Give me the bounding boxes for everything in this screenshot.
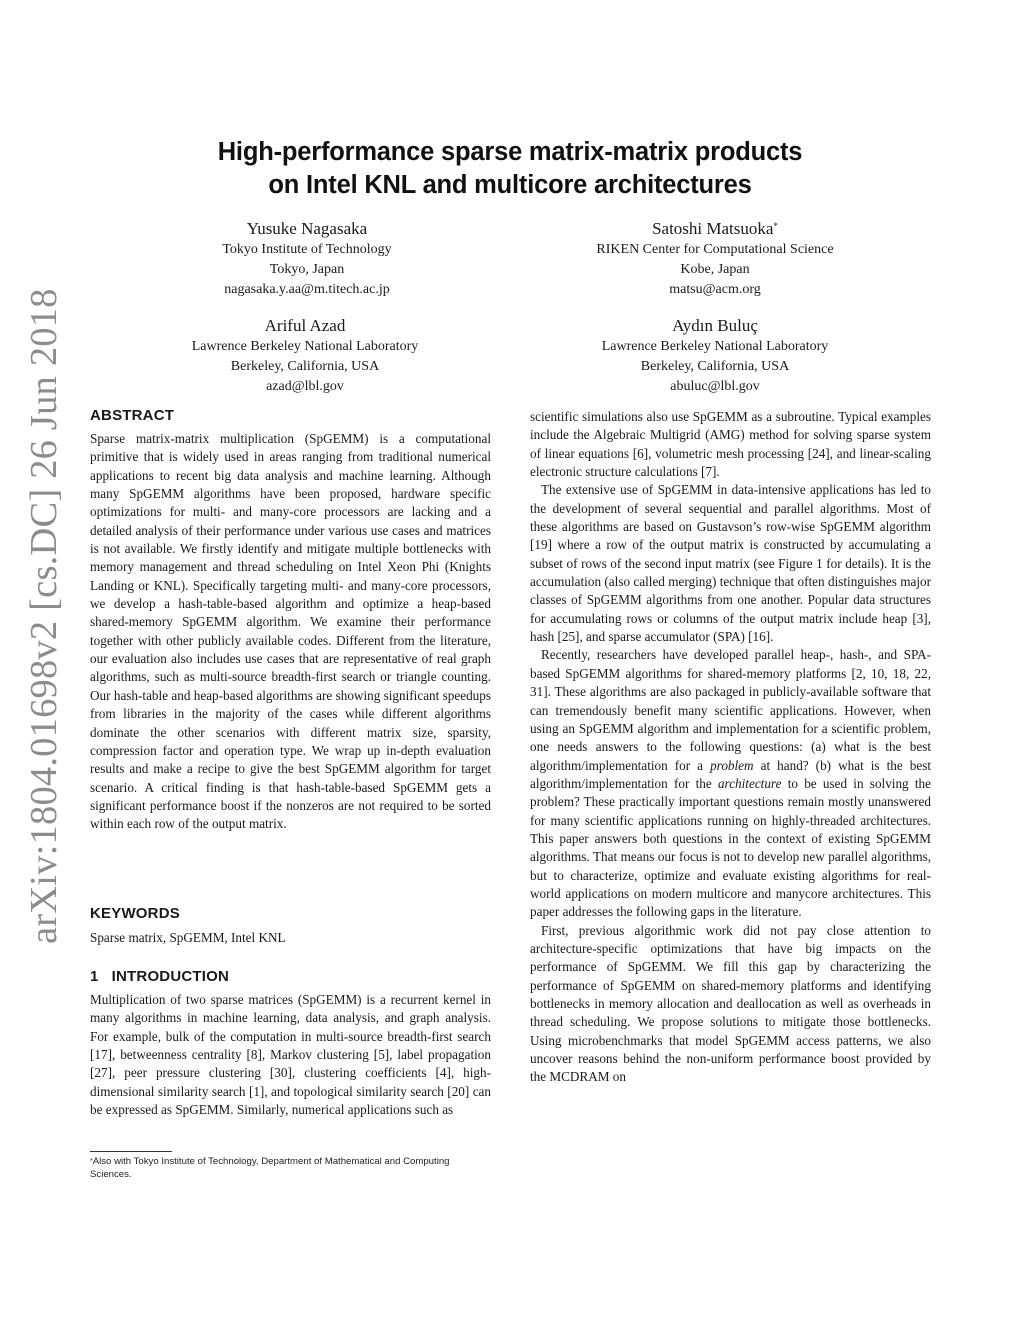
right-paragraph-3 [530,646,931,921]
footnote-text: Also with Tokyo Institute of Technology, Department of Mathematical and Computing Sciences. [90,1156,450,1180]
author-location: Tokyo, Japan [269,262,345,277]
right-paragraph-2: The extensive use of SpGEMM in data-intensive applications has led to the development of several sequential and parallel algorithms. Most of these algorithms are based on Gustavson’s row-wise SpGEMM algorithm [19] where a row of the output matrix is constructed by accumulating a subset of rows of the second input matrix (see Figure 1 for details). It is the accumulation (also called merging) technique that often distinguishes major classes of SpGEMM algorithms from one another. Popular data structures for accumulating rows or columns of the output matrix include heap [3], hash [25], and sparse accumulator (SPA) [16]. [530,482,931,645]
author-affiliation: RIKEN Center for Computational Science [596,242,834,257]
introduction-heading: 1 INTRODUCTION [90,968,230,985]
right-paragraph-3-part-b: at hand? (b) what is the best algorithm/implementation for the [530,757,932,791]
author-footnote-mark: * [773,221,778,231]
keywords-body [90,929,491,947]
footnote-mark: * [90,1158,93,1165]
paper-title-line-1: High-performance sparse matrix-matrix products [217,138,803,166]
abstract-body [90,430,491,834]
author-affiliation: Lawrence Berkeley National Laboratory [601,339,829,354]
right-paragraph-3-part-a: Recently, researchers have developed parallel heap-, hash-, and SPA-based SpGEMM algorithms for shared-memory platforms [2, 10, 18, 22, 31]. These algorithms are also packaged in publicly-available software that can tremendously benefit many scientific applications. However, when using an SpGEMM algorithm and implementation for a scientific problem, one needs answers to the following questions: (a) what is the best algorithm/implementation for a [530,647,931,773]
author-block-nagasaka [127,217,487,300]
right-paragraph-1: scientific simulations also use SpGEMM as a subroutine. Typical examples include the Algebraic Multigrid (AMG) method for solving sparse system of linear equations [6], volumetric mesh processing [24], and linear-scaling electronic structure calculations [7]. [530,409,931,480]
arxiv-identifier: arXiv:1804.01698v2 [cs.DC] 26 Jun 2018 [23,288,65,944]
emphasis-problem: problem [710,757,754,773]
right-paragraph-4: First, previous algorithmic work did not pay close attention to architecture-specific optimizations that have big impacts on the performance of SpGEMM. We fill this gap by characterizing the performance of SpGEMM on shared-memory platforms and identifying bottlenecks in memory allocation and deallocation as well as overheads in thread scheduling. We propose solutions to mitigate those bottlenecks. Using microbenchmarks that model SpGEMM access patterns, we also uncover reasons behind the non-uniform performance boost provided by the MCDRAM on [530,922,931,1085]
author-name: Ariful Azad [264,316,346,335]
author-location: Berkeley, California, USA [640,359,790,374]
abstract-heading: ABSTRACT [90,407,175,424]
author-email[interactable]: azad@lbl.gov [266,379,344,394]
keywords-text: Sparse matrix, SpGEMM, Intel KNL [90,930,286,945]
author-name-text: Satoshi Matsuoka [652,219,774,238]
author-name: Yusuke Nagasaka [246,219,368,238]
author-location: Kobe, Japan [680,262,750,277]
author-name: Aydın Buluç [672,316,758,335]
footnote [90,1155,490,1181]
right-paragraph-3-part-c: to be used in solving the problem? These practically important questions remain mostly unanswered for many scientific applications running on highly-threaded architectures. This paper answers both questions in the context of existing SpGEMM algorithms. That means our focus is not to develop new parallel algorithms, but to characterize, optimize and evaluate existing algorithms for real-world applications on modern multicore and manycore architectures. This paper addresses the following gaps in the literature. [530,775,932,920]
author-name [535,217,895,240]
author-email[interactable]: nagasaka.y.aa@m.titech.ac.jp [224,282,390,297]
emphasis-architecture: architecture [717,775,782,791]
author-block-buluc [535,314,895,397]
author-block-matsuoka [535,217,895,300]
author-email[interactable]: abuluc@lbl.gov [670,379,760,394]
introduction-body [90,991,491,1119]
keywords-heading: KEYWORDS [90,905,180,922]
author-block-azad [125,314,485,397]
author-affiliation: Lawrence Berkeley National Laboratory [191,339,419,354]
paper-title-line-2: on Intel KNL and multicore architectures [268,171,752,199]
author-affiliation: Tokyo Institute of Technology [222,242,392,257]
introduction-paragraph: Multiplication of two sparse matrices (SpGEMM) is a recurrent kernel in many algorithms in machine learning, data analysis, and graph analysis. For example, bulk of the computation in multi-source breadth-first search [17], betweenness centrality [8], Markov clustering [5], label propagation [27], peer pressure clustering [30], clustering coefficients [4], high-dimensional similarity search [1], and topological similarity search [20] can be expressed as SpGEMM. Similarly, numerical applications such as [90,992,491,1118]
abstract-paragraph: Sparse matrix-matrix multiplication (SpGEMM) is a computational primitive that is widely used in areas ranging from traditional numerical applications to recent big data analysis and machine learning. Although many SpGEMM algorithms have been proposed, hardware specific optimizations for multi- and many-core processors are lacking and a detailed analysis of their performance under various use cases and matrices is not available. We firstly identify and mitigate multiple bottlenecks with memory management and thread scheduling on Intel Xeon Phi (Knights Landing or KNL). Specifically targeting multi- and many-core processors, we develop a hash-table-based algorithm and optimize a heap-based shared-memory SpGEMM algorithm. We examine their performance together with other publicly available codes. Different from the literature, our evaluation also includes use cases that are representative of real graph algorithms, such as multi-source breadth-first search or triangle counting. Our hash-table and heap-based algorithms are showing significant speedups from libraries in the majority of the cases while different algorithms dominate the other scenarios with different matrix size, sparsity, compression factor and operation type. We wrap up in-depth evaluation results and make a recipe to give the best SpGEMM algorithm for target scenario. A critical finding is that hash-table-based SpGEMM gets a significant performance boost if the nonzeros are not required to be sorted within each row of the output matrix. [90,431,491,832]
footnote-rule [90,1151,172,1152]
right-column-body [530,408,931,1087]
author-email[interactable]: matsu@acm.org [669,282,761,297]
author-location: Berkeley, California, USA [230,359,380,374]
